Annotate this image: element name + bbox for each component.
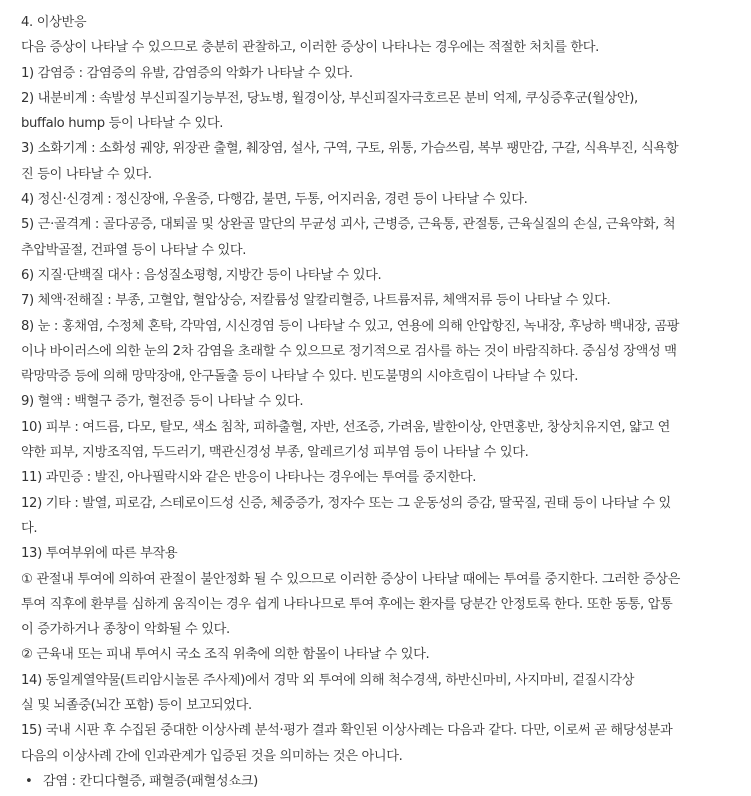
item-postmarketing: 15) 국내 시판 후 수집된 중대한 이상사례 분석·평가 결과 확인된 이상사례는 다음과 같다. 다만, 이로써 곧 해당성분과 bbox=[21, 723, 673, 739]
item-endocrine-cont: buffalo hump 등이 나타날 수 있다. bbox=[21, 116, 224, 132]
item-other: 12) 기타 : 발열, 피로감, 스테로이드성 신증, 체중증가, 정자수 또는 그 운동성의 증감, 딸꾹질, 권태 등이 나타날 수 있 bbox=[21, 495, 671, 511]
item-blood: 9) 혈액 : 백혈구 증가, 혈전증 등이 나타날 수 있다. bbox=[21, 394, 304, 410]
bullet-marker: • bbox=[25, 773, 33, 789]
item-injection-site-a-cont-2: 이 증가하거나 종창이 악화될 수 있다. bbox=[21, 622, 230, 638]
item-injection-site-b: ② 근육내 또는 피내 투여시 국소 조직 위축에 의한 함몰이 나타날 수 있다. bbox=[21, 647, 430, 663]
item-injection-site-a: ① 관절내 투여에 의하여 관절이 불안정화 될 수 있으므로 이러한 증상이 나타날 때에는 투여를 중지한다. 그러한 증상은 bbox=[21, 571, 681, 587]
item-injection-site-a-cont-1: 투여 직후에 환부를 심하게 움직이는 경우 쉽게 나타나므로 투여 후에는 환자를 당분간 안정토록 한다. 또한 동통, 압통 bbox=[21, 596, 673, 612]
item-fluid-electrolyte: 7) 체액·전해질 : 부종, 고혈압, 혈압상승, 저칼륨성 알칼리혈증, 나트륨저류, 체액저류 등이 나타날 수 있다. bbox=[21, 293, 611, 309]
item-epidural-cont: 실 및 뇌졸중(뇌간 포함) 등이 보고되었다. bbox=[21, 698, 252, 714]
bullet-text: 감염 : 칸디다혈증, 패혈증(패혈성쇼크) bbox=[43, 773, 258, 789]
item-skin: 10) 피부 : 여드름, 다모, 탈모, 색소 침착, 피하출혈, 자반, 선조증, 가려움, 발한이상, 안면홍반, 창상치유지연, 얇고 연 bbox=[21, 419, 671, 435]
item-postmarketing-cont: 다음의 이상사례 간에 인과관계가 입증된 것을 의미하는 것은 아니다. bbox=[21, 748, 403, 764]
item-musculoskeletal: 5) 근·골격계 : 골다공증, 대퇴골 및 상완골 말단의 무균성 괴사, 근병증, 근육통, 관절통, 근육실질의 손실, 근육약화, 척 bbox=[21, 217, 676, 233]
bullet-item-infection bbox=[21, 769, 745, 794]
intro-line: 다음 증상이 나타날 수 있으므로 충분히 관찰하고, 이러한 증상이 나타나는 경우에는 적절한 처치를 한다. bbox=[21, 40, 599, 56]
item-eye-cont-1: 이나 바이러스에 의한 눈의 2차 감염을 초래할 수 있으므로 정기적으로 검사를 하는 것이 바람직하다. 중심성 장액성 맥 bbox=[21, 343, 677, 359]
item-musculoskeletal-cont: 추압박골절, 건파열 등이 나타날 수 있다. bbox=[21, 242, 247, 258]
item-endocrine: 2) 내분비계 : 속발성 부신피질기능부전, 당뇨병, 월경이상, 부신피질자극호르몬 분비 억제, 쿠싱증후군(월상안), bbox=[21, 90, 638, 106]
section-heading: 4. 이상반응 bbox=[21, 15, 87, 30]
item-psychiatric-nervous: 4) 정신·신경계 : 정신장애, 우울증, 다행감, 불면, 두통, 어지러움, 경련 등이 나타날 수 있다. bbox=[21, 192, 528, 208]
item-epidural: 14) 동일계열약물(트리암시놀론 주사제)에서 경막 외 투여에 의해 척수경색, 하반신마비, 사지마비, 겉질시각상 bbox=[21, 672, 635, 688]
item-eye: 8) 눈 : 홍채염, 수정체 혼탁, 각막염, 시신경염 등이 나타날 수 있고, 연용에 의해 안압항진, 녹내장, 후낭하 백내장, 곰팡 bbox=[21, 318, 680, 334]
item-other-cont: 다. bbox=[21, 520, 38, 536]
item-hypersensitivity: 11) 과민증 : 발진, 아나필락시와 같은 반응이 나타나는 경우에는 투여를 중지한다. bbox=[21, 470, 477, 486]
item-skin-cont: 약한 피부, 지방조직염, 두드러기, 맥관신경성 부종, 알레르기성 피부염 등이 나타날 수 있다. bbox=[21, 445, 529, 461]
item-digestive: 3) 소화기계 : 소화성 궤양, 위장관 출혈, 췌장염, 설사, 구역, 구토, 위통, 가슴쓰림, 복부 팽만감, 구갈, 식욕부진, 식욕항 bbox=[21, 141, 679, 157]
item-eye-cont-2: 락망막증 등에 의해 망막장애, 안구돌출 등이 나타날 수 있다. 빈도불명의 시야흐림이 나타날 수 있다. bbox=[21, 369, 579, 385]
item-infection: 1) 감염증 : 감염증의 유발, 감염증의 악화가 나타날 수 있다. bbox=[21, 65, 353, 81]
item-lipid-protein: 6) 지질·단백질 대사 : 음성질소평형, 지방간 등이 나타날 수 있다. bbox=[21, 267, 382, 283]
item-digestive-cont: 진 등이 나타날 수 있다. bbox=[21, 166, 152, 182]
item-injection-site: 13) 투여부위에 따른 부작용 bbox=[21, 546, 178, 562]
